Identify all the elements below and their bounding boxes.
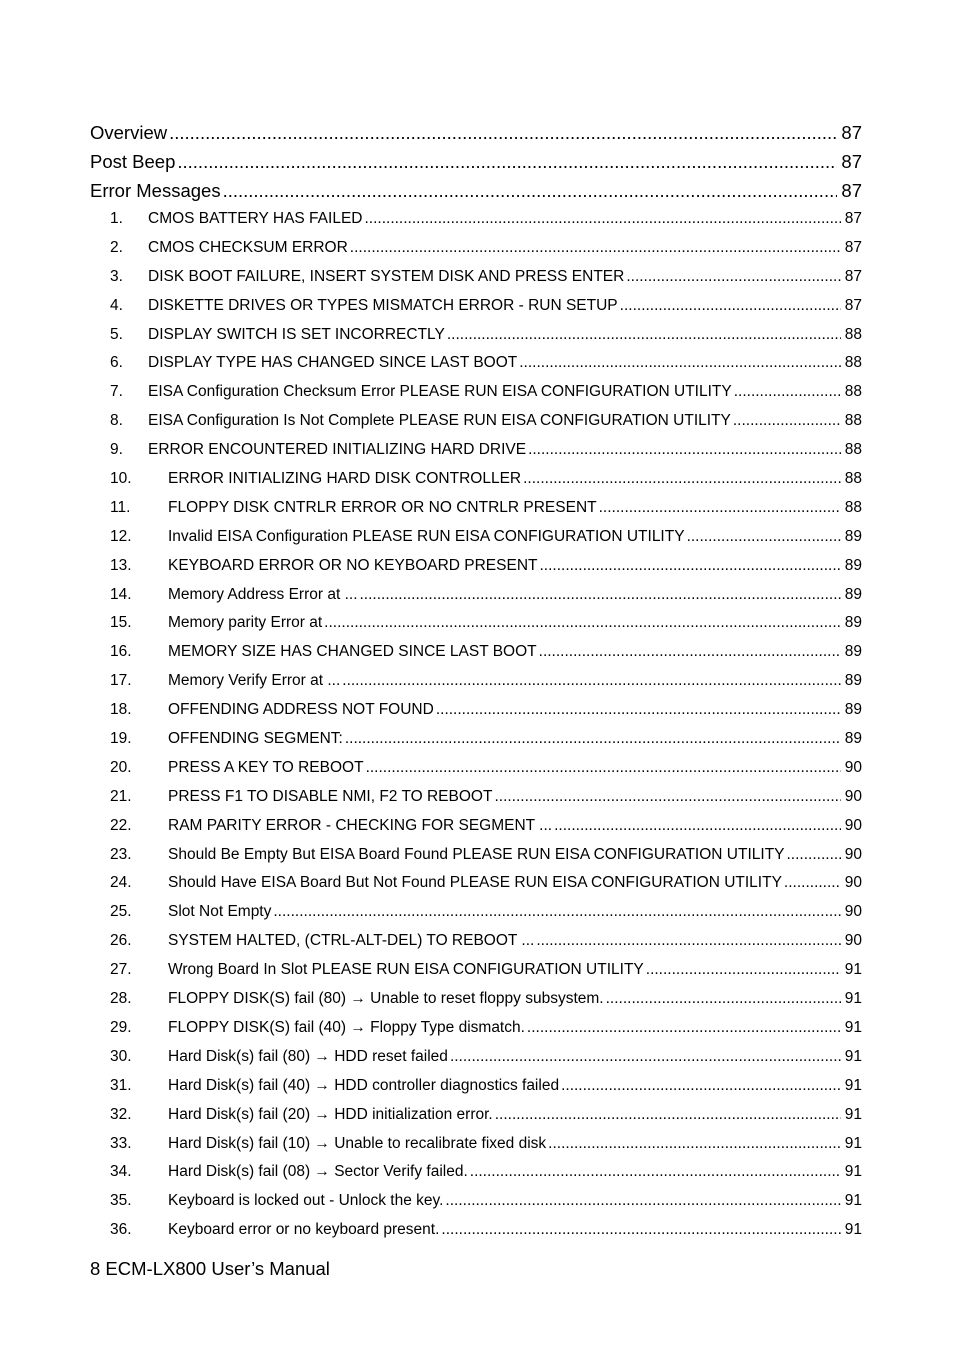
toc-subentry-number: 1.: [110, 210, 123, 227]
toc-subentry-number: 5.: [110, 325, 123, 343]
toc-subentry: [90, 205, 862, 234]
toc-subentry-number: 12.: [110, 527, 132, 545]
toc-subentry: [90, 696, 862, 725]
toc-subentry-title: FLOPPY DISK(S) fail (40) → Floppy Type dismatch.: [168, 1018, 525, 1036]
dot-leader: [548, 1130, 841, 1159]
toc-subentry-title: Hard Disk(s) fail (10) → Unable to recalibrate fixed disk: [168, 1134, 547, 1152]
toc-subentry-page: 87: [844, 210, 862, 227]
toc-subentry-title: Wrong Board In Slot PLEASE RUN EISA CONFIGURATION UTILITY: [168, 961, 644, 979]
toc-subentry-title: DISK BOOT FAILURE, INSERT SYSTEM DISK AND PRESS ENTER: [148, 267, 625, 285]
toc-subentry: [90, 465, 862, 494]
toc-subentry-number: 8.: [110, 412, 123, 430]
dot-leader: [687, 523, 841, 552]
dot-leader: [345, 725, 841, 754]
toc-subentry-page: 91: [844, 961, 862, 979]
toc-subentry: [90, 927, 862, 956]
dot-leader: [523, 465, 841, 494]
toc-subentry: [90, 292, 862, 321]
dot-leader: [324, 609, 841, 638]
dot-leader: [364, 205, 840, 234]
toc-entry-overview: [90, 118, 862, 147]
toc-subentry: [90, 1101, 862, 1130]
toc-subentry-page: 90: [844, 816, 862, 834]
dot-leader: [554, 812, 841, 841]
toc-subentry-page: 89: [844, 527, 862, 545]
toc-subentry-title: DISKETTE DRIVES OR TYPES MISMATCH ERROR - RUN SETUP: [148, 296, 618, 314]
toc-subentry: [90, 407, 862, 436]
toc-subentry-title: CMOS CHECKSUM ERROR: [148, 238, 348, 256]
toc-subentry-number: 19.: [110, 730, 132, 748]
toc-subentry-number: 28.: [110, 990, 132, 1008]
dot-leader: [273, 898, 840, 927]
toc-subentry: [90, 1043, 862, 1072]
toc-subentry-title: CMOS BATTERY HAS FAILED: [148, 210, 363, 227]
dot-leader: [539, 638, 841, 667]
toc-subentry-page: 89: [844, 614, 862, 632]
toc-subentry-number: 23.: [110, 845, 132, 863]
dot-leader: [360, 581, 841, 610]
toc-subentry-page: 91: [844, 1105, 862, 1123]
dot-leader: [342, 667, 840, 696]
toc-subentry-number: 2.: [110, 238, 123, 256]
toc-subentry-title: Slot Not Empty: [168, 903, 272, 921]
toc-subentry-number: 14.: [110, 585, 132, 603]
dot-leader: [447, 321, 841, 350]
toc-subentry-title: PRESS A KEY TO REBOOT: [168, 758, 364, 776]
toc-subentry: [90, 869, 862, 898]
dot-leader: [626, 263, 840, 292]
dot-leader: [561, 1072, 841, 1101]
toc-subentry-number: 11.: [110, 498, 131, 516]
dot-leader: [646, 956, 841, 985]
toc-subentry-title: Memory Address Error at ...: [168, 585, 358, 603]
toc-subentry-number: 31.: [110, 1076, 132, 1094]
toc-subentry: [90, 349, 862, 378]
toc-subentry-number: 10.: [110, 470, 132, 488]
toc-subentry-page: 90: [844, 903, 862, 921]
toc-subentry: [90, 1216, 862, 1245]
toc-subentry-title: Hard Disk(s) fail (08) → Sector Verify failed.: [168, 1163, 468, 1181]
toc-entry-title: Post Beep: [90, 151, 176, 172]
dot-leader: [527, 1014, 841, 1043]
toc-subentry-page: 89: [844, 730, 862, 748]
dot-leader: [599, 494, 841, 523]
dot-leader: [366, 754, 841, 783]
toc-subentry-page: 88: [844, 325, 862, 343]
toc-subentry-page: 90: [844, 932, 862, 950]
toc-subentry-number: 35.: [110, 1192, 132, 1210]
dot-leader: [733, 407, 841, 436]
dot-leader: [495, 1101, 841, 1130]
toc-subentry-title: EISA Configuration Is Not Complete PLEASE RUN EISA CONFIGURATION UTILITY: [148, 412, 731, 430]
toc-subentry: [90, 638, 862, 667]
toc-subentry-number: 30.: [110, 1047, 132, 1065]
toc-subentry-title: KEYBOARD ERROR OR NO KEYBOARD PRESENT: [168, 556, 538, 574]
toc-subentry: [90, 1158, 862, 1187]
toc-subentry-number: 32.: [110, 1105, 132, 1123]
toc-subentry-title: Hard Disk(s) fail (20) → HDD initialization error.: [168, 1105, 493, 1123]
page-footer: 8 ECM-LX800 User’s Manual: [90, 1258, 330, 1279]
toc-subentry-page: 91: [844, 1134, 862, 1152]
dot-leader: [536, 927, 840, 956]
toc-subentry-page: 89: [844, 556, 862, 574]
toc-subentry-page: 89: [844, 701, 862, 719]
toc-subentry-title: Keyboard is locked out - Unlock the key.: [168, 1192, 444, 1210]
toc-subentry-number: 6.: [110, 354, 123, 372]
toc-subentry-title: SYSTEM HALTED, (CTRL-ALT-DEL) TO REBOOT ...: [168, 932, 535, 950]
toc-subentry-page: 88: [844, 498, 862, 516]
toc-subentry-title: OFFENDING SEGMENT:: [168, 730, 343, 748]
toc-subentry-title: RAM PARITY ERROR - CHECKING FOR SEGMENT ...: [168, 816, 553, 834]
toc-subentry-number: 9.: [110, 441, 123, 459]
toc-subentry-number: 36.: [110, 1221, 132, 1239]
dot-leader: [436, 696, 841, 725]
dot-leader: [606, 985, 841, 1014]
toc-entry-page: 87: [841, 151, 862, 172]
toc-subentry: [90, 263, 862, 292]
toc-subentry-page: 88: [844, 354, 862, 372]
toc-subentry-title: Memory Verify Error at ...: [168, 672, 341, 690]
toc-subentry: [90, 812, 862, 841]
toc-subentry: [90, 667, 862, 696]
toc-subentry-page: 90: [844, 758, 862, 776]
toc-subentry: [90, 234, 862, 263]
toc-subentry: [90, 609, 862, 638]
dot-leader: [445, 1187, 840, 1216]
toc-subentry-title: ERROR ENCOUNTERED INITIALIZING HARD DRIVE: [148, 441, 527, 459]
dot-leader: [784, 869, 841, 898]
dot-leader: [540, 552, 841, 581]
toc-subentry-page: 90: [844, 787, 862, 805]
toc-subentry-page: 91: [844, 1018, 862, 1036]
toc-subentry-number: 27.: [110, 961, 132, 979]
toc-subentry-title: Keyboard error or no keyboard present.: [168, 1221, 440, 1239]
toc-subentry: [90, 956, 862, 985]
toc-entry-page: 87: [841, 180, 862, 201]
toc-subentry-page: 87: [844, 296, 862, 314]
toc-subentry-page: 87: [844, 267, 862, 285]
toc-subentry-number: 24.: [110, 874, 132, 892]
toc-subentry: [90, 754, 862, 783]
toc-subentry-page: 91: [844, 1047, 862, 1065]
toc-subentry: [90, 436, 862, 465]
toc-subentry: [90, 725, 862, 754]
toc-subentry-title: DISPLAY SWITCH IS SET INCORRECTLY: [148, 325, 445, 343]
toc-subentry: [90, 1072, 862, 1101]
toc-subentry: [90, 985, 862, 1014]
toc-subentry-title: Hard Disk(s) fail (80) → HDD reset failed: [168, 1047, 448, 1065]
error-message-list: [90, 205, 862, 1245]
toc-entry-page: 87: [841, 122, 862, 143]
dot-leader: [169, 118, 837, 147]
toc-subentry-number: 3.: [110, 267, 123, 285]
toc-entry-error-messages: [90, 176, 862, 205]
toc-subentry: [90, 552, 862, 581]
toc-subentry-page: 91: [844, 990, 862, 1008]
toc-subentry: [90, 1130, 862, 1159]
table-of-contents: [90, 118, 862, 1245]
toc-subentry-page: 88: [844, 441, 862, 459]
toc-subentry-number: 17.: [110, 672, 132, 690]
toc-subentry-title: Memory parity Error at: [168, 614, 323, 632]
toc-subentry-number: 4.: [110, 296, 123, 314]
toc-entry-title: Overview: [90, 122, 168, 143]
toc-subentry-title: Hard Disk(s) fail (40) → HDD controller diagnostics failed: [168, 1076, 560, 1094]
toc-subentry-number: 20.: [110, 758, 132, 776]
toc-subentry-number: 15.: [110, 614, 132, 632]
toc-subentry: [90, 581, 862, 610]
dot-leader: [528, 436, 841, 465]
toc-subentry-page: 91: [844, 1192, 862, 1210]
dot-leader: [494, 783, 840, 812]
dot-leader: [470, 1158, 841, 1187]
toc-entry-title: Error Messages: [90, 180, 221, 201]
toc-subentry: [90, 378, 862, 407]
dot-leader: [450, 1043, 841, 1072]
toc-subentry-title: Should Be Empty But EISA Board Found PLEASE RUN EISA CONFIGURATION UTILITY: [168, 845, 785, 863]
toc-subentry: [90, 523, 862, 552]
toc-subentry-title: Should Have EISA Board But Not Found PLEASE RUN EISA CONFIGURATION UTILITY: [168, 874, 782, 892]
toc-subentry-number: 7.: [110, 383, 123, 401]
dot-leader: [350, 234, 841, 263]
toc-subentry-title: PRESS F1 TO DISABLE NMI, F2 TO REBOOT: [168, 787, 493, 805]
toc-subentry-title: OFFENDING ADDRESS NOT FOUND: [168, 701, 434, 719]
toc-subentry-number: 26.: [110, 932, 132, 950]
toc-subentry-page: 91: [844, 1163, 862, 1181]
toc-subentry-page: 88: [844, 470, 862, 488]
toc-subentry-title: MEMORY SIZE HAS CHANGED SINCE LAST BOOT: [168, 643, 537, 661]
toc-subentry-page: 90: [844, 874, 862, 892]
toc-subentry-title: FLOPPY DISK CNTRLR ERROR OR NO CNTRLR PRESENT: [168, 498, 597, 516]
toc-subentry: [90, 783, 862, 812]
toc-subentry-number: 16.: [110, 643, 132, 661]
toc-subentry-page: 89: [844, 643, 862, 661]
dot-leader: [177, 147, 837, 176]
toc-subentry-number: 13.: [110, 556, 132, 574]
toc-subentry-number: 22.: [110, 816, 132, 834]
dot-leader: [620, 292, 841, 321]
dot-leader: [223, 176, 838, 205]
toc-subentry-page: 88: [844, 412, 862, 430]
toc-subentry: [90, 841, 862, 870]
toc-subentry: [90, 1187, 862, 1216]
toc-subentry-title: EISA Configuration Checksum Error PLEASE RUN EISA CONFIGURATION UTILITY: [148, 383, 732, 401]
toc-subentry-page: 90: [844, 845, 862, 863]
toc-subentry-title: ERROR INITIALIZING HARD DISK CONTROLLER: [168, 470, 522, 488]
toc-subentry-number: 21.: [110, 787, 132, 805]
toc-subentry-number: 25.: [110, 903, 132, 921]
toc-subentry: [90, 1014, 862, 1043]
toc-subentry-number: 34.: [110, 1163, 132, 1181]
toc-subentry-title: Invalid EISA Configuration PLEASE RUN EISA CONFIGURATION UTILITY: [168, 527, 685, 545]
toc-subentry: [90, 494, 862, 523]
dot-leader: [734, 378, 841, 407]
toc-subentry-page: 88: [844, 383, 862, 401]
toc-subentry: [90, 898, 862, 927]
toc-subentry-number: 33.: [110, 1134, 132, 1152]
dot-leader: [519, 349, 841, 378]
toc-subentry-title: DISPLAY TYPE HAS CHANGED SINCE LAST BOOT: [148, 354, 518, 372]
toc-subentry-page: 91: [844, 1221, 862, 1239]
toc-subentry-page: 89: [844, 672, 862, 690]
dot-leader: [787, 841, 841, 870]
toc-subentry: [90, 321, 862, 350]
toc-subentry-page: 87: [844, 238, 862, 256]
toc-subentry-page: 89: [844, 585, 862, 603]
toc-subentry-page: 91: [844, 1076, 862, 1094]
toc-entry-post-beep: [90, 147, 862, 176]
toc-subentry-title: FLOPPY DISK(S) fail (80) → Unable to reset floppy subsystem.: [168, 990, 604, 1008]
toc-subentry-number: 18.: [110, 701, 132, 719]
dot-leader: [441, 1216, 840, 1245]
toc-subentry-number: 29.: [110, 1018, 132, 1036]
